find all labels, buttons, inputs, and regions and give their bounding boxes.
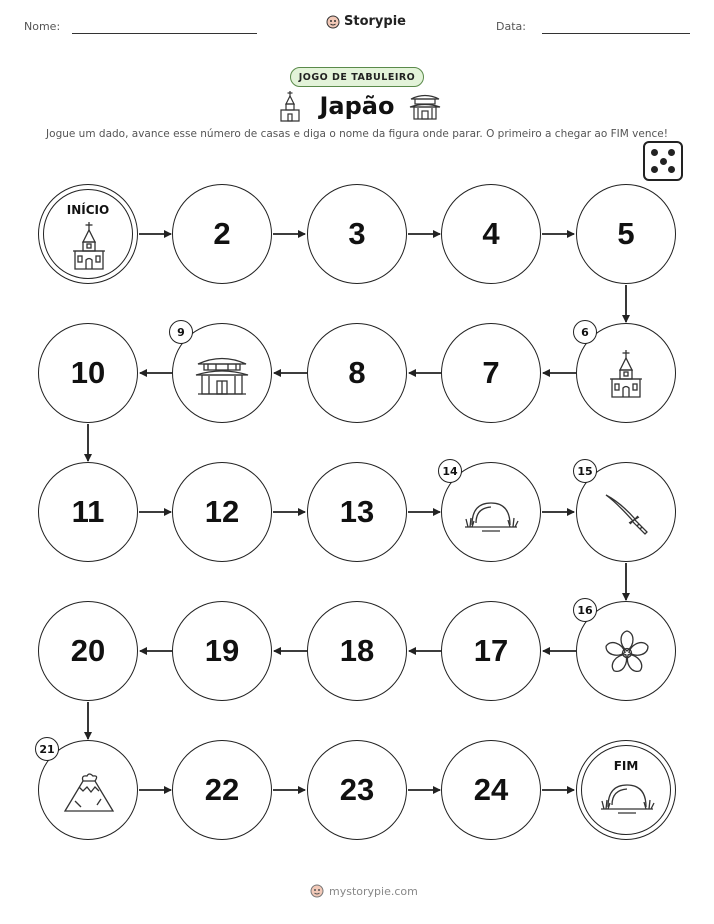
storypie-mascot-icon [310, 884, 324, 898]
sakura-flower-icon [602, 628, 652, 682]
pagoda-icon [194, 352, 250, 400]
board-cell [38, 323, 138, 423]
name-label: Nome: [24, 20, 61, 33]
cell-number: 13 [339, 494, 375, 529]
cell-number: 24 [473, 772, 509, 807]
board-cell [307, 740, 407, 840]
board-cell [441, 601, 541, 701]
cell-number: 3 [348, 216, 366, 251]
cell-number-badge: 15 [573, 459, 597, 483]
hot-spring-icon [598, 781, 656, 819]
board-cell [172, 601, 272, 701]
board-cell [38, 462, 138, 562]
board-cell [441, 462, 541, 562]
board-cell [576, 601, 676, 701]
cell-number: 10 [70, 355, 106, 390]
cell-number: 12 [204, 494, 240, 529]
board-cell [38, 601, 138, 701]
board-cell [307, 601, 407, 701]
cell-number: 2 [213, 216, 231, 251]
board-cell [38, 740, 138, 840]
instructions: Jogue um dado, avance esse número de casas e diga o nome da figura onde parar. O primeiro a chegar ao FIM vence! [46, 128, 668, 140]
cell-number-badge: 6 [573, 320, 597, 344]
mount-fuji-icon [63, 771, 115, 819]
board-cell [307, 323, 407, 423]
board-cell [576, 462, 676, 562]
cell-number: 20 [70, 633, 106, 668]
start-label: INÍCIO [66, 203, 110, 217]
page-title: Japão [319, 92, 395, 120]
finish-label: FIM [613, 759, 639, 773]
board-cell-finish [576, 740, 676, 840]
katana-icon [603, 493, 651, 541]
board-cell [172, 184, 272, 284]
cell-number: 22 [204, 772, 240, 807]
hot-spring-icon [462, 499, 520, 537]
board-cell-start [38, 184, 138, 284]
board-cell [307, 462, 407, 562]
cell-number-badge: 16 [573, 598, 597, 622]
church-icon [72, 221, 106, 275]
board-cell [576, 184, 676, 284]
footer-url[interactable]: mystorypie.com [329, 884, 418, 898]
board-cell [441, 323, 541, 423]
board-cell [441, 184, 541, 284]
cell-number: 17 [473, 633, 509, 668]
date-label: Data: [496, 20, 526, 33]
cell-number: 18 [339, 633, 375, 668]
board-cell [441, 740, 541, 840]
board-cell [172, 462, 272, 562]
cell-number: 8 [348, 355, 366, 390]
cell-number: 5 [617, 216, 635, 251]
church-icon [609, 349, 643, 403]
board-cell [172, 740, 272, 840]
board-cell [307, 184, 407, 284]
cell-number-badge: 14 [438, 459, 462, 483]
footer [310, 884, 418, 898]
board-cell [172, 323, 272, 423]
board-cell [576, 323, 676, 423]
cell-number: 19 [204, 633, 240, 668]
cell-number-badge: 21 [35, 737, 59, 761]
cell-number: 7 [482, 355, 500, 390]
cell-number-badge: 9 [169, 320, 193, 344]
brand-name: Storypie [344, 14, 406, 29]
cell-number: 23 [339, 772, 375, 807]
category-pill: JOGO DE TABULEIRO [290, 67, 424, 87]
cell-number: 11 [71, 494, 105, 529]
cell-number: 4 [482, 216, 500, 251]
